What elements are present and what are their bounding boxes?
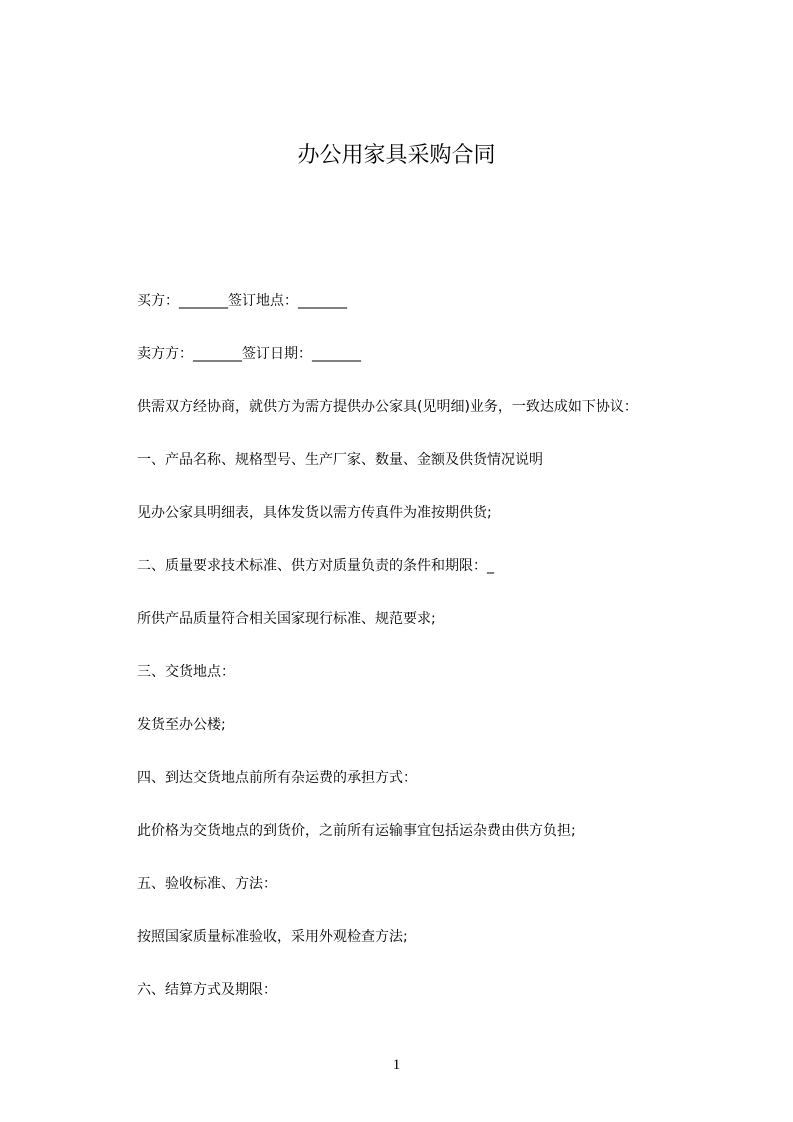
section-2-heading: 二、质量要求技术标准、供方对质量负责的条件和期限：_ bbox=[137, 558, 494, 574]
section-2-body: 所供产品质量符合相关国家现行标准、规范要求; bbox=[137, 611, 436, 627]
section-5-body: 按照国家质量标准验收，采用外观检查方法; bbox=[137, 929, 408, 945]
document-title: 办公用家具采购合同 bbox=[297, 143, 496, 168]
seller-line: 卖方方：_______签订日期：_______ bbox=[137, 346, 361, 362]
section-3-body: 发货至办公楼; bbox=[137, 717, 226, 733]
section-4-body: 此价格为交货地点的到货价，之前所有运输事宜包括运杂费由供方负担; bbox=[137, 823, 576, 839]
page-number: 1 bbox=[392, 1057, 401, 1073]
section-1-body: 见办公家具明细表，具体发货以需方传真件为准按期供货; bbox=[137, 505, 492, 521]
buyer-line: 买方：_______签订地点：_______ bbox=[137, 293, 347, 309]
section-3-heading: 三、交货地点： bbox=[137, 664, 235, 680]
section-5-heading: 五、验收标准、方法： bbox=[137, 876, 277, 892]
section-1-heading: 一、产品名称、规格型号、生产厂家、数量、金额及供货情况说明 bbox=[137, 452, 543, 468]
section-4-heading: 四、到达交货地点前所有杂运费的承担方式： bbox=[137, 770, 417, 786]
agreement-intro: 供需双方经协商，就供方为需方提供办公家具(见明细)业务，一致达成如下协议： bbox=[137, 399, 638, 415]
section-6-heading: 六、结算方式及期限： bbox=[137, 982, 277, 998]
